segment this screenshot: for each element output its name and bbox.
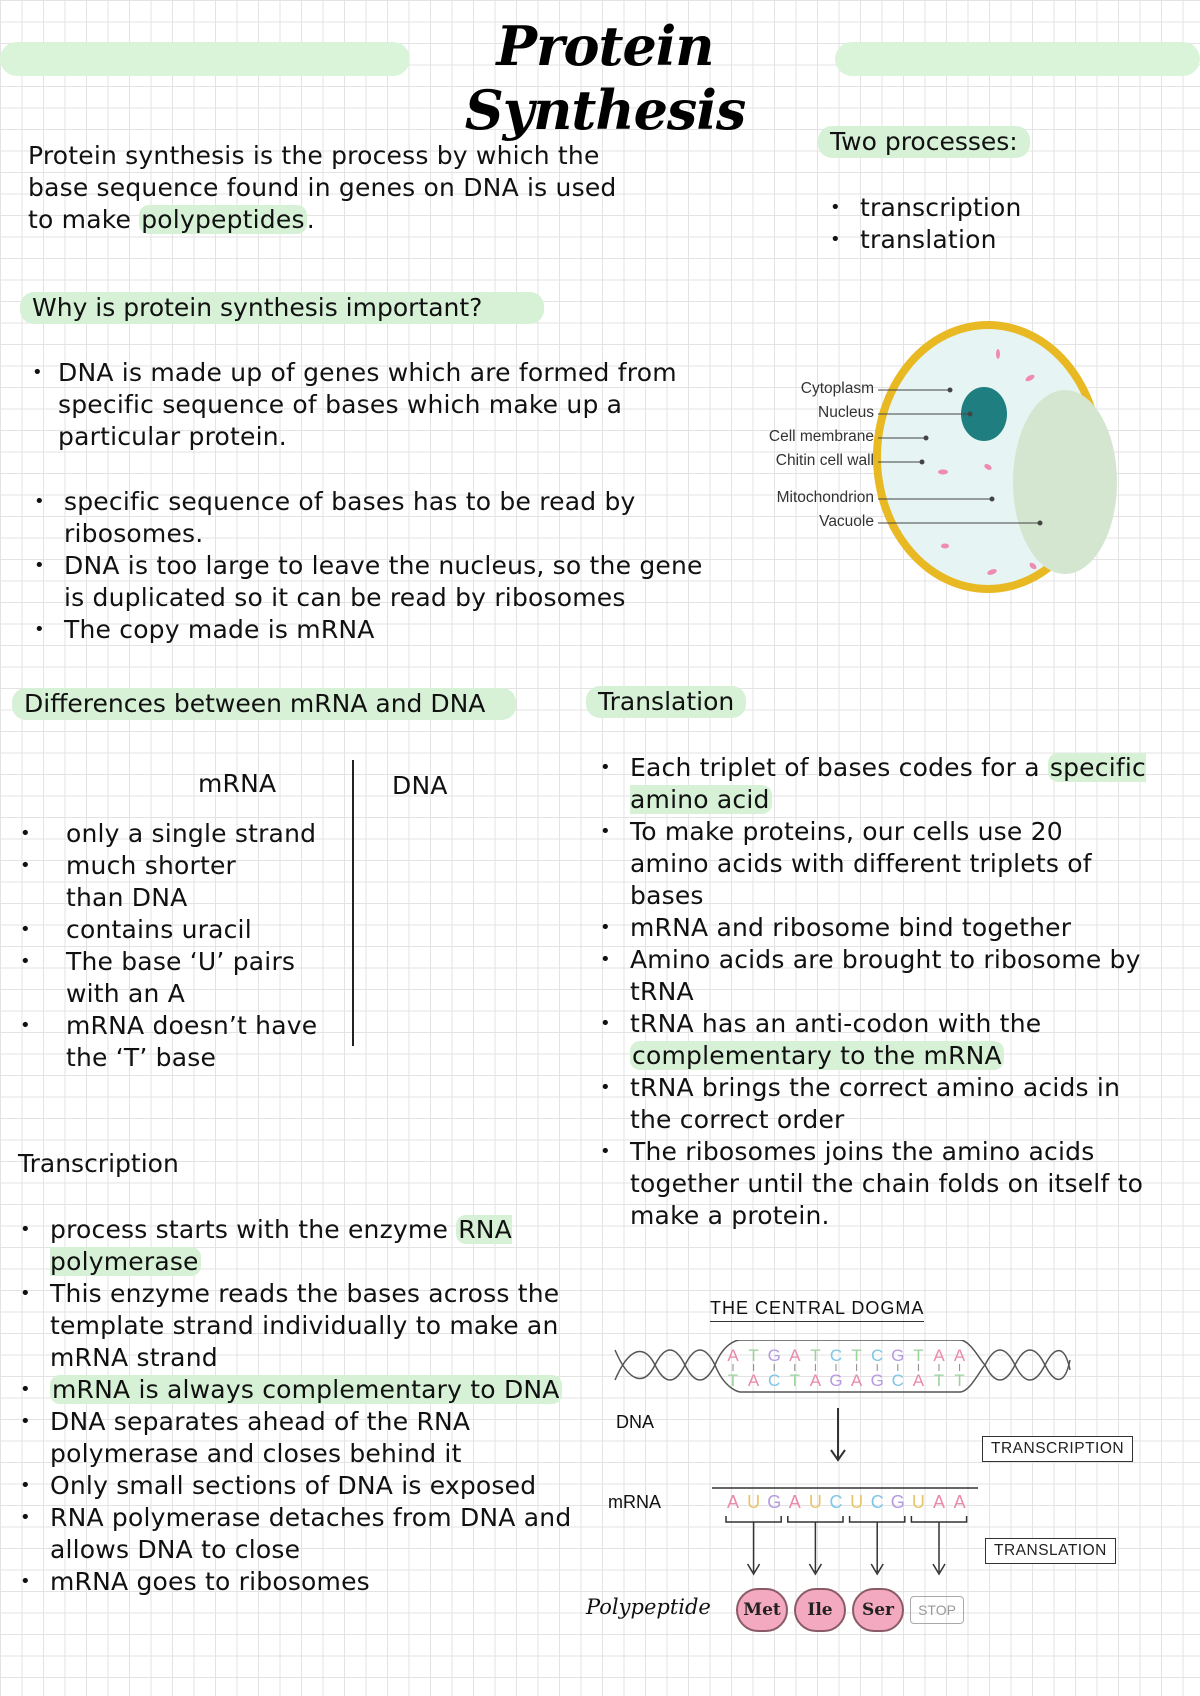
intro-text-end: . bbox=[306, 205, 315, 234]
list-item: • The base ‘U’ pairs with an A bbox=[16, 946, 336, 1010]
dna-bottom-base: T bbox=[789, 1371, 800, 1390]
title-band-right bbox=[835, 42, 1200, 76]
page-title: Protein Synthesis bbox=[464, 14, 746, 142]
vacuole bbox=[1013, 390, 1117, 574]
highlighted-text: RNA polymerase bbox=[50, 1215, 512, 1276]
codon-bracket bbox=[788, 1516, 843, 1522]
list-item bbox=[596, 944, 1146, 1008]
highlighted-text: mRNA is always complementary to DNA bbox=[52, 1375, 560, 1404]
cell-label-vacuole: Vacuole bbox=[819, 513, 874, 530]
dna-bottom-base: T bbox=[933, 1371, 945, 1390]
list-item bbox=[16, 1502, 576, 1566]
dna-bottom-base: T bbox=[954, 1371, 965, 1390]
importance-heading: Why is protein synthesis important? bbox=[20, 292, 544, 324]
amino-acid-met: Met bbox=[736, 1588, 788, 1632]
codon-bracket bbox=[726, 1516, 781, 1522]
list-item: • DNA is too large to leave the nucleus, so the gene is duplicated so it can be read by ribosomes bbox=[30, 550, 730, 614]
list-item: • mRNA doesn’t have the ‘T’ base bbox=[16, 1010, 336, 1074]
dna-bottom-base: A bbox=[747, 1371, 760, 1390]
two-processes-list bbox=[826, 192, 1022, 256]
differences-heading: Differences between mRNA and DNA bbox=[12, 688, 516, 720]
item-text: process starts with the enzyme bbox=[50, 1215, 457, 1244]
item-text: To make proteins, our cells use 20 amino acids with different triplets of bases bbox=[630, 817, 1092, 910]
list-item bbox=[16, 1214, 576, 1278]
cell-label-mitochondrion: Mitochondrion bbox=[776, 489, 874, 506]
dna-bottom-base: C bbox=[891, 1371, 904, 1390]
dna-bottom-base: G bbox=[870, 1371, 884, 1390]
list-item: • The copy made is mRNA bbox=[30, 614, 730, 646]
list-item bbox=[16, 1406, 576, 1470]
mrna-base: A bbox=[932, 1492, 946, 1512]
list-item bbox=[596, 816, 1146, 912]
mrna-base: U bbox=[808, 1492, 822, 1512]
mrna-base: C bbox=[870, 1492, 884, 1512]
dna-top-base: T bbox=[851, 1346, 862, 1365]
translation-heading: Translation bbox=[586, 686, 746, 718]
highlighted-text: specific amino acid bbox=[630, 753, 1146, 814]
dna-helix-right-2 bbox=[985, 1350, 1070, 1380]
dna-top-base: T bbox=[810, 1346, 821, 1365]
dna-top-base: G bbox=[891, 1346, 905, 1365]
dna-top-base: T bbox=[913, 1346, 924, 1365]
cell-label-cytoplasm: Cytoplasm bbox=[800, 380, 874, 397]
dogma-title: THE CENTRAL DOGMA bbox=[710, 1298, 924, 1322]
dna-helix-right bbox=[985, 1350, 1070, 1380]
list-item bbox=[596, 912, 1146, 944]
mrna-base: U bbox=[850, 1492, 864, 1512]
importance-first bbox=[28, 357, 728, 453]
list-item: • much shorter than DNA bbox=[16, 850, 336, 914]
dna-top-base: C bbox=[871, 1346, 884, 1365]
mrna-base: A bbox=[788, 1492, 801, 1512]
item-text: mRNA goes to ribosomes bbox=[50, 1567, 370, 1596]
table-divider bbox=[352, 760, 354, 1046]
item-text: tRNA brings the correct amino acids in the correct order bbox=[630, 1073, 1121, 1134]
dna-top-base: C bbox=[829, 1346, 843, 1365]
dna-bottom-base: G bbox=[829, 1371, 843, 1390]
cell-label-nucleus: Nucleus bbox=[818, 404, 874, 421]
mrna-base: C bbox=[829, 1492, 843, 1512]
item-text: mRNA and ribosome bind together bbox=[630, 913, 1072, 942]
polypeptide-label: Polypeptide bbox=[586, 1595, 711, 1619]
list-item: • transcription bbox=[826, 192, 1022, 224]
dna-bottom-base: C bbox=[768, 1371, 781, 1390]
item-text: Only small sections of DNA is exposed bbox=[50, 1471, 537, 1500]
transcription-list bbox=[16, 1214, 576, 1598]
two-processes-heading: Two processes: bbox=[818, 126, 1030, 158]
col-header-mrna: mRNA bbox=[198, 769, 277, 798]
cell-label-wall: Chitin cell wall bbox=[775, 452, 874, 469]
list-item: • DNA is made up of genes which are formed from specific sequence of bases which make up a particular protein. bbox=[28, 357, 728, 453]
stop-codon: STOP bbox=[910, 1596, 964, 1624]
dna-top-base: G bbox=[767, 1346, 781, 1365]
amino-acid-ser: Ser bbox=[852, 1588, 904, 1632]
codon-bracket bbox=[850, 1516, 905, 1522]
item-text: Amino acids are brought to ribosome by tRNA bbox=[630, 945, 1141, 1006]
item-text: This enzyme reads the bases across the template strand individually to make an mRNA strand bbox=[50, 1279, 560, 1372]
dna-bottom-base: A bbox=[912, 1371, 925, 1390]
mrna-base: G bbox=[767, 1492, 782, 1512]
central-dogma-diagram bbox=[600, 1340, 1080, 1600]
list-item: • specific sequence of bases has to be read by ribosomes. bbox=[30, 486, 730, 550]
highlighted-text: complementary to the mRNA bbox=[632, 1041, 1002, 1070]
translation-box: TRANSLATION bbox=[985, 1538, 1116, 1564]
title-band-left bbox=[0, 42, 410, 76]
list-item bbox=[596, 1008, 1146, 1072]
list-item bbox=[16, 1374, 576, 1406]
mrna-base: A bbox=[726, 1492, 740, 1512]
item-text: The ribosomes joins the amino acids together until the chain folds on itself to make a protein. bbox=[630, 1137, 1144, 1230]
dna-top-base: A bbox=[727, 1346, 739, 1365]
dna-label: DNA bbox=[616, 1412, 655, 1432]
mrna-base: A bbox=[953, 1492, 966, 1512]
mrna-differences-list bbox=[16, 818, 336, 1074]
amino-acid-ile: Ile bbox=[794, 1588, 846, 1632]
dna-bottom-base: A bbox=[850, 1371, 863, 1390]
dna-top-base: T bbox=[748, 1346, 759, 1365]
list-item bbox=[16, 1470, 576, 1502]
dna-bottom-base: A bbox=[809, 1371, 822, 1390]
mrna-base: G bbox=[890, 1492, 905, 1512]
codon-bracket bbox=[911, 1516, 966, 1522]
list-item: • only a single strand bbox=[16, 818, 336, 850]
list-item: • contains uracil bbox=[16, 914, 336, 946]
dna-helix-left-2 bbox=[615, 1350, 715, 1380]
item-text: RNA polymerase detaches from DNA and allows DNA to close bbox=[50, 1503, 572, 1564]
list-item bbox=[596, 1072, 1146, 1136]
item-text: Each triplet of bases codes for a bbox=[630, 753, 1048, 782]
dna-top-base: A bbox=[953, 1346, 966, 1365]
list-item: • translation bbox=[826, 224, 1022, 256]
dna-top-base: A bbox=[933, 1346, 945, 1365]
dna-helix-left bbox=[615, 1350, 715, 1380]
dna-top-base: A bbox=[789, 1346, 801, 1365]
cell-label-membrane: Cell membrane bbox=[768, 428, 874, 445]
transcription-box: TRANSCRIPTION bbox=[982, 1436, 1133, 1462]
translation-list bbox=[596, 752, 1146, 1232]
list-item bbox=[596, 1136, 1146, 1232]
list-item bbox=[16, 1566, 576, 1598]
intro-highlight: polypeptides bbox=[141, 205, 305, 234]
list-item bbox=[16, 1278, 576, 1374]
dna-bottom-base: T bbox=[727, 1371, 739, 1390]
importance-list bbox=[30, 486, 730, 646]
list-item bbox=[596, 752, 1146, 816]
intro-text: Protein synthesis is the process by which the base sequence found in genes on DNA is used to make bbox=[28, 141, 617, 234]
mrna-base: U bbox=[911, 1492, 925, 1512]
item-text: DNA separates ahead of the RNA polymerase and closes behind it bbox=[50, 1407, 471, 1468]
col-header-dna: DNA bbox=[392, 771, 448, 800]
intro-paragraph bbox=[28, 140, 628, 236]
transcription-heading: Transcription bbox=[18, 1149, 179, 1178]
mrna-base: U bbox=[747, 1492, 761, 1512]
mrna-label: mRNA bbox=[608, 1492, 661, 1512]
item-text: tRNA has an anti-codon with the bbox=[630, 1009, 1042, 1038]
